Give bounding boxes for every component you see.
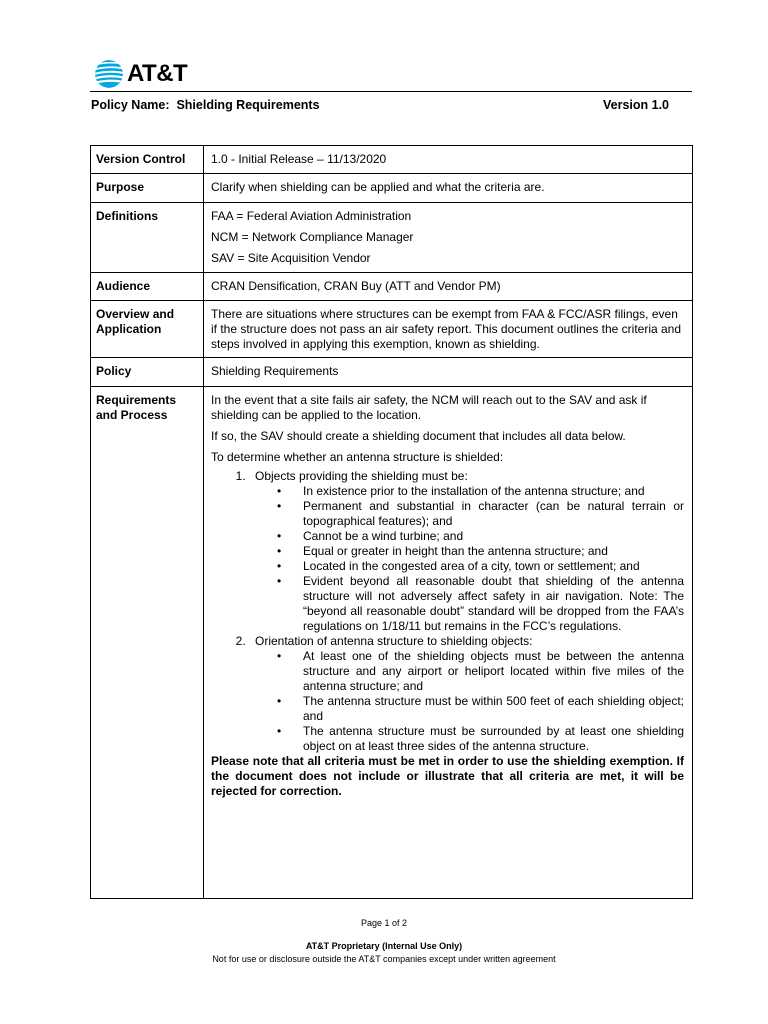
bullet-item: • In existence prior to the installation of the antenna structure; and (277, 484, 684, 499)
policy-table (90, 145, 693, 899)
table-row (91, 203, 693, 273)
table-row (91, 146, 693, 174)
proprietary-notice: AT&T Proprietary (Internal Use Only) (305, 941, 463, 951)
step-title: Orientation of antenna structure to shielding objects: (255, 634, 533, 648)
bullet-item: • Permanent and substantial in character (can be natural terrain or topographical features); and (277, 499, 684, 529)
overview-label: Overview and Application (91, 301, 204, 358)
policy-value: Shielding Requirements (204, 358, 693, 387)
requirements-intro: In the event that a site fails air safety, the NCM will reach out to the SAV and ask if shielding can be applied to the location. (211, 393, 647, 422)
bullet-item: • Equal or greater in height than the antenna structure; and (277, 544, 684, 559)
policy-name: Policy Name: Shielding Requirements (91, 98, 320, 112)
requirements-label: Requirements and Process (91, 387, 204, 899)
definition-item: FAA = Federal Aviation Administration (211, 209, 412, 223)
purpose-label: Purpose (91, 174, 204, 203)
definitions-value (204, 203, 693, 273)
purpose-value: Clarify when shielding can be applied and what the criteria are. (204, 174, 693, 203)
criteria-list (249, 469, 684, 754)
bullet-item: • At least one of the shielding objects must be between the antenna structure and any airport or heliport located within five miles of the antenna structure; and (277, 649, 684, 694)
step-title: Objects providing the shielding must be: (255, 469, 468, 483)
document-header (91, 98, 669, 112)
bullet-item: • Cannot be a wind turbine; and (277, 529, 684, 544)
policy-label: Policy (91, 358, 204, 387)
brand-name: AT&T (127, 60, 188, 87)
bullet-item: • The antenna structure must be surrounded by at least one shielding object on at least three sides of the antenna structure. (277, 724, 684, 754)
requirements-intro: To determine whether an antenna structure is shielded: (211, 450, 504, 464)
audience-value: CRAN Densification, CRAN Buy (ATT and Vendor PM) (204, 273, 693, 301)
bullet-item: • Located in the congested area of a city, town or settlement; and (277, 559, 684, 574)
bullet-item: • Evident beyond all reasonable doubt that shielding of the antenna structure will not adversely affect safety in air navigation. Note: The “beyond all reasonable doubt” standard will be dropped from the FAA’s regulations on 1/18/11 but remains in the FCC’s regulations. (277, 574, 684, 634)
header-divider (90, 91, 692, 92)
table-row (91, 174, 693, 203)
definition-item: NCM = Network Compliance Manager (211, 230, 414, 244)
table-row (91, 273, 693, 301)
globe-icon (94, 59, 124, 89)
version-control-value: 1.0 - Initial Release – 11/13/2020 (204, 146, 693, 174)
bullet-list (277, 484, 684, 634)
audience-label: Audience (91, 273, 204, 301)
table-row (91, 301, 693, 358)
att-logo (94, 58, 187, 90)
page-number: Page 1 of 2 (360, 918, 408, 928)
bullet-list (277, 649, 684, 754)
table-row (91, 387, 693, 899)
definition-item: SAV = Site Acquisition Vendor (211, 251, 371, 265)
criteria-note: Please note that all criteria must be met in order to use the shielding exemption. If the document does not include or illustrate that all criteria are met, it will be rejected for correction. (211, 754, 684, 798)
criteria-step (249, 634, 684, 754)
overview-value: There are situations where structures can be exempt from FAA & FCC/ASR filings, even if the structure does not pass an air safety report. This document outlines the criteria and steps involved in applying this exemption, known as shielding. (204, 301, 693, 358)
bullet-item: • The antenna structure must be within 500 feet of each shielding object; and (277, 694, 684, 724)
disclosure-notice: Not for use or disclosure outside the AT&T companies except under written agreement (212, 954, 556, 964)
definitions-label: Definitions (91, 203, 204, 273)
requirements-intro: If so, the SAV should create a shielding document that includes all data below. (211, 429, 626, 443)
version-control-label: Version Control (91, 146, 204, 174)
requirements-value (204, 387, 693, 899)
table-row (91, 358, 693, 387)
document-version: Version 1.0 (602, 98, 669, 112)
criteria-step (249, 469, 684, 634)
